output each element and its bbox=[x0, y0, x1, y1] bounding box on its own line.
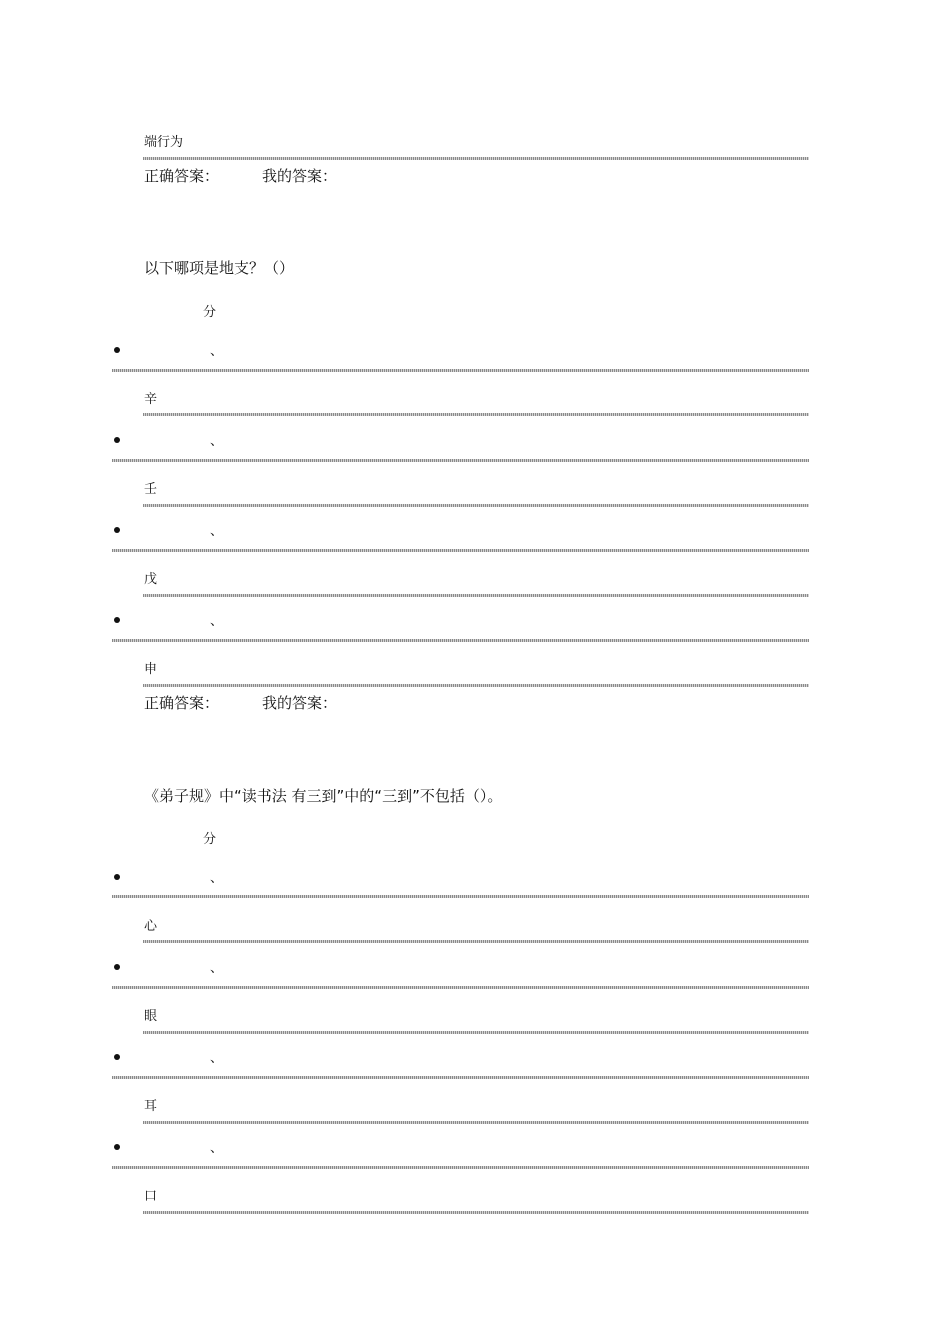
divider bbox=[143, 594, 809, 597]
correct-answer-label: 正确答案： bbox=[144, 694, 220, 712]
score-label: 分 bbox=[203, 832, 217, 847]
divider bbox=[112, 639, 809, 642]
option-text[interactable]: 壬 bbox=[144, 482, 158, 497]
option-marker: 、 bbox=[210, 1051, 224, 1066]
option-marker: 、 bbox=[210, 434, 224, 449]
option-radio[interactable] bbox=[114, 964, 120, 970]
option-radio[interactable] bbox=[114, 1054, 120, 1060]
option-radio[interactable] bbox=[114, 527, 120, 533]
option-text[interactable]: 耳 bbox=[144, 1099, 158, 1114]
option-radio[interactable] bbox=[114, 617, 120, 623]
divider bbox=[112, 369, 809, 372]
divider bbox=[143, 940, 809, 943]
option-marker: 、 bbox=[210, 1141, 224, 1156]
previous-option-text: 端行为 bbox=[144, 135, 184, 150]
divider bbox=[112, 986, 809, 989]
option-text[interactable]: 辛 bbox=[144, 392, 158, 407]
option-text[interactable]: 戊 bbox=[144, 572, 158, 587]
divider bbox=[112, 895, 809, 898]
option-marker: 、 bbox=[210, 344, 224, 359]
divider bbox=[112, 1166, 809, 1169]
divider bbox=[112, 1076, 809, 1079]
question-stem: 《弟子规》中“读书法 有三到”中的“三到”不包括（）。 bbox=[144, 787, 503, 805]
my-answer-label: 我的答案： bbox=[262, 694, 338, 712]
option-marker: 、 bbox=[210, 961, 224, 976]
option-radio[interactable] bbox=[114, 347, 120, 353]
divider bbox=[143, 413, 809, 416]
divider bbox=[143, 1031, 809, 1034]
divider bbox=[143, 684, 809, 687]
option-text[interactable]: 申 bbox=[144, 662, 158, 677]
question-stem: 以下哪项是地支？（） bbox=[144, 259, 295, 277]
option-radio[interactable] bbox=[114, 874, 120, 880]
option-marker: 、 bbox=[210, 524, 224, 539]
option-text[interactable]: 口 bbox=[144, 1189, 158, 1204]
divider bbox=[143, 504, 809, 507]
option-text[interactable]: 心 bbox=[144, 919, 158, 934]
divider bbox=[143, 157, 809, 160]
option-radio[interactable] bbox=[114, 437, 120, 443]
correct-answer-label: 正确答案： bbox=[144, 167, 220, 185]
divider bbox=[112, 549, 809, 552]
divider bbox=[143, 1211, 809, 1214]
divider bbox=[143, 1121, 809, 1124]
option-marker: 、 bbox=[210, 871, 224, 886]
divider bbox=[112, 459, 809, 462]
option-radio[interactable] bbox=[114, 1144, 120, 1150]
option-text[interactable]: 眼 bbox=[144, 1009, 158, 1024]
my-answer-label: 我的答案： bbox=[262, 167, 338, 185]
score-label: 分 bbox=[203, 305, 217, 320]
option-marker: 、 bbox=[210, 614, 224, 629]
